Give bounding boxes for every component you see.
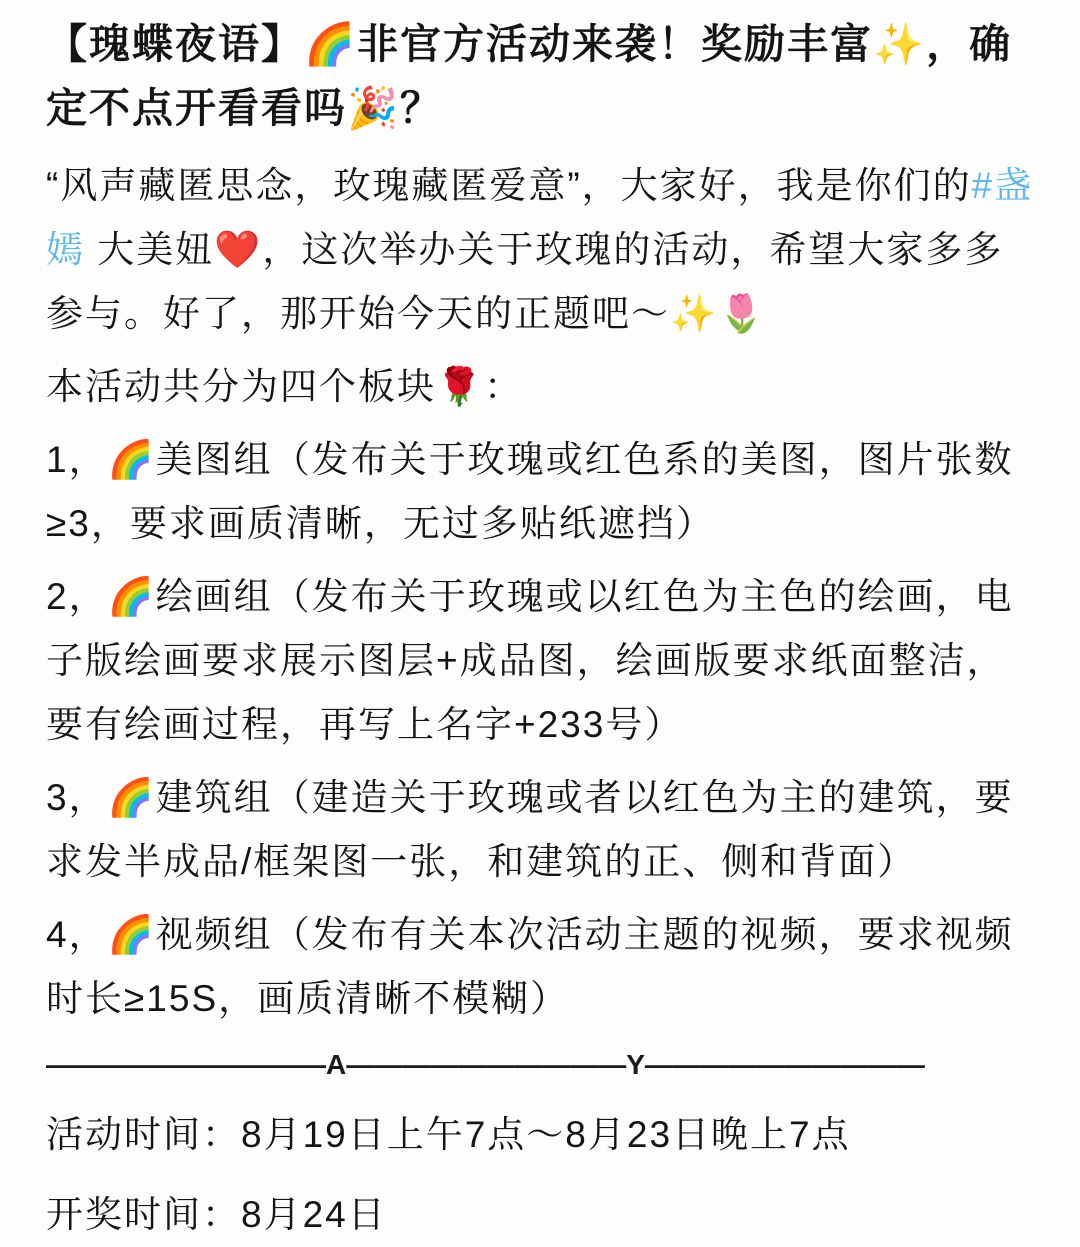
sections-heading: 本活动共分为四个板块🌹： [46,366,524,407]
intro-text-end: 大美妞❤️，这次举办关于玫瑰的活动，希望大家多多参与。好了，那开始今天的正题吧～✨🌷 [46,229,1004,334]
activity-item-video-group: 4，🌈视频组（发布有关本次活动主题的视频，要求视频时长≥15S，画质清晰不模糊） [46,914,1014,1019]
page-title: 【瑰蝶夜语】🌈非官方活动来袭！奖励丰富✨，确定不点开看看吗🎉？ [46,21,1013,131]
activity-item-building-group: 3，🌈建筑组（建造关于玫瑰或者以红色为主的建筑，要求发半成品/框架图一张，和建筑的正、侧和背面） [46,777,1014,882]
draw-time-line: 开奖时间：8月24日 [46,1194,387,1235]
activity-time-line: 活动时间：8月19日上午7点～8月23日晚上7点 [46,1114,851,1155]
activity-item-drawing-group: 2，🌈绘画组（发布关于玫瑰或以红色为主色的绘画，电子版绘画要求展示图层+成品图，绘画版要求纸面整洁，要有绘画过程，再写上名字+233号） [46,576,1014,745]
intro-text-start: “风声藏匿思念，玫瑰藏匿爱意”，大家好，我是你们的 [46,165,972,206]
divider-line: ——————————A——————————Y—————————— [46,1049,925,1080]
intro-paragraph [46,154,1036,346]
hashtag-link[interactable]: #盏嫣 [46,165,1034,270]
activity-item-photo-group: 1，🌈美图组（发布关于玫瑰或红色系的美图，图片张数≥3，要求画质清晰，无过多贴纸遮挡） [46,439,1014,544]
